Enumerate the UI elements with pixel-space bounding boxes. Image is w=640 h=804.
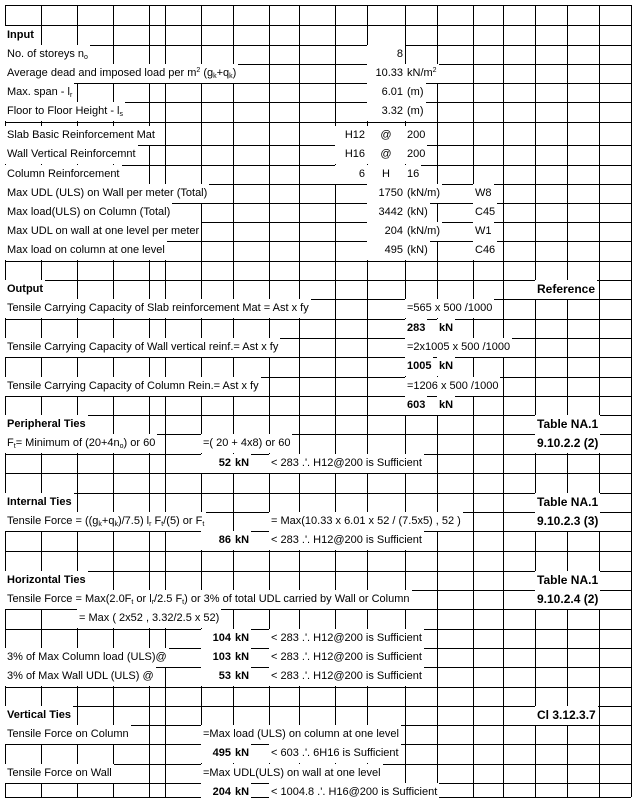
grid-column-line (473, 5, 474, 797)
vertical-wall-value: 204 (201, 783, 233, 802)
load-level-unit: (kN) (405, 241, 430, 260)
horizontal-ref-clause: 9.10.2.4 (2) (535, 590, 600, 609)
grid-row-line (5, 261, 631, 262)
vertical-ref: Cl 3.12.3.7 (535, 706, 598, 725)
wall-bar: H16 (335, 145, 367, 164)
grid-column-line (503, 5, 504, 797)
load-col-ref: C45 (473, 203, 497, 222)
storeys-label: No. of storeys $n_o$ (5, 45, 90, 64)
grid-row-line (5, 83, 631, 84)
wall-spacing: 200 (405, 145, 427, 164)
grid-row-line (5, 473, 631, 474)
horizontal-wall-label: 3% of Max Wall UDL (ULS) @ (5, 667, 156, 686)
load-value: 10.33 (367, 64, 405, 83)
horizontal-col-label: 3% of Max Column load (ULS)@ (5, 648, 169, 667)
vertical-col-value: 495 (201, 744, 233, 763)
horizontal-wall-check: < 283 .'. H12@200 is Sufficient (269, 667, 424, 686)
wall-reinf-label: Wall Vertical Reinforcemnt (5, 145, 138, 164)
slab-reinf-label: Slab Basic Reinforcement Mat (5, 126, 157, 145)
internal-force-label: Tensile Force = $((g_k+q_k)/7.5)$ $l_r$ $F_t/(5)$ or $F_t$ (5, 512, 206, 531)
grid-column-line (631, 5, 632, 797)
height-label: Floor to Floor Height - $l_s$ (5, 102, 125, 121)
col-size: 16 (405, 165, 421, 184)
grid-row-line (5, 319, 631, 320)
span-unit: (m) (405, 83, 426, 102)
grid-row-line (5, 687, 631, 688)
peripheral-value: 52 (201, 454, 233, 473)
grid-row-line (5, 551, 631, 552)
udl-level-value: 204 (367, 222, 405, 241)
horizontal-formula: = Max ( 2x52 , 3.32/2.5 x 52) (77, 609, 221, 628)
height-value: 3.32 (367, 102, 405, 121)
internal-formula: = Max(10.33 x 6.01 x 52 / (7.5x5) , 52 ) (269, 512, 463, 531)
horizontal-wall-unit: kN (233, 667, 251, 686)
col-count: 6 (335, 165, 367, 184)
horizontal-heading: Horizontal Ties (5, 571, 88, 590)
grid-row-line (5, 5, 631, 6)
grid-row-line (5, 122, 631, 123)
wall-capacity-value: 1005 (405, 357, 433, 376)
peripheral-ft-formula: =( 20 + 4x8) or 60 (201, 434, 292, 453)
grid-column-line (567, 5, 568, 797)
slab-capacity-label: Tensile Carrying Capacity of Slab reinforcement Mat = Ast x fy (5, 299, 311, 318)
span-label: Max. span - $l_r$ (5, 83, 74, 102)
horizontal-col-value: 103 (201, 648, 233, 667)
udl-level-unit: (kN/m) (405, 222, 442, 241)
calculation-sheet (5, 5, 631, 797)
vertical-wall-unit: kN (233, 783, 251, 802)
horizontal-col-unit: kN (233, 648, 251, 667)
load-level-value: 495 (367, 241, 405, 260)
vertical-col-check: < 603 .'. 6H16 is Sufficient (269, 744, 401, 763)
internal-value: 86 (201, 531, 233, 550)
slab-spacing: 200 (405, 126, 427, 145)
input-heading: Input (5, 26, 36, 45)
udl-wall-unit: (kN/m) (405, 184, 442, 203)
load-col-label: Max load(ULS) on Column (Total) (5, 203, 172, 222)
load-level-label: Max load on column at one level (5, 241, 167, 260)
peripheral-check: < 283 .'. H12@200 is Sufficient (269, 454, 424, 473)
udl-level-label: Max UDL on wall at one level per meter (5, 222, 201, 241)
load-label: Average dead and imposed load per $m^2$ $(g_k+q_k)$ (5, 64, 238, 83)
grid-column-line (599, 5, 600, 797)
slab-at: @ (367, 126, 405, 145)
grid-row-line (5, 357, 631, 358)
wall-capacity-formula: =2x1005 x 500 /1000 (405, 338, 512, 357)
horizontal-check: < 283 .'. H12@200 is Sufficient (269, 629, 424, 648)
vertical-heading: Vertical Ties (5, 706, 73, 725)
vertical-wall-check: < 1004.8 .'. H16@200 is Sufficient (269, 783, 439, 802)
udl-level-ref: W1 (473, 222, 494, 241)
output-heading: Output (5, 280, 45, 299)
load-col-value: 3442 (367, 203, 405, 222)
slab-capacity-value: 283 (405, 319, 427, 338)
wall-capacity-label: Tensile Carrying Capacity of Wall vertical reinf.= Ast x fy (5, 338, 280, 357)
col-h: H (367, 165, 405, 184)
col-capacity-unit: kN (437, 396, 455, 415)
height-unit: (m) (405, 102, 426, 121)
slab-capacity-unit: kN (437, 319, 455, 338)
reference-heading: Reference (535, 280, 597, 299)
udl-wall-label: Max UDL (ULS) on Wall per meter (Total) (5, 184, 209, 203)
grid-column-line (165, 5, 166, 797)
load-col-unit: (kN) (405, 203, 430, 222)
storeys-value: 8 (367, 45, 405, 64)
wall-at: @ (367, 145, 405, 164)
peripheral-ref-table: Table NA.1 (535, 415, 600, 434)
internal-ref-clause: 9.10.2.3 (3) (535, 512, 600, 531)
grid-row-line (5, 396, 631, 397)
load-level-ref: C46 (473, 241, 497, 260)
udl-wall-value: 1750 (367, 184, 405, 203)
peripheral-heading: Peripheral Ties (5, 415, 88, 434)
slab-capacity-formula: =565 x 500 /1000 (405, 299, 494, 318)
vertical-col-formula: =Max load (ULS) on column at one level (201, 725, 401, 744)
grid-row-line (5, 25, 631, 26)
col-capacity-label: Tensile Carrying Capacity of Column Rein.= Ast x fy (5, 377, 261, 396)
internal-ref-table: Table NA.1 (535, 493, 600, 512)
internal-unit: kN (233, 531, 251, 550)
grid-row-line (5, 45, 631, 46)
horizontal-ref-table: Table NA.1 (535, 571, 600, 590)
udl-wall-ref: W8 (473, 184, 494, 203)
peripheral-ref-clause: 9.10.2.2 (2) (535, 434, 600, 453)
horizontal-unit: kN (233, 629, 251, 648)
vertical-col-unit: kN (233, 744, 251, 763)
col-capacity-value: 603 (405, 396, 427, 415)
vertical-col-label: Tensile Force on Column (5, 725, 131, 744)
horizontal-force-label: Tensile Force = $Max(2.0F_t$ or $l_r/2.5$ $F_t$) or 3% of total UDL carried by Wall or Column (5, 590, 412, 609)
slab-bar: H12 (335, 126, 367, 145)
span-value: 6.01 (367, 83, 405, 102)
vertical-wall-label: Tensile Force on Wall (5, 764, 114, 783)
col-capacity-formula: =1206 x 500 /1000 (405, 377, 500, 396)
horizontal-wall-value: 53 (201, 667, 233, 686)
load-unit: $kN/m^2$ (405, 64, 439, 83)
horizontal-col-check: < 283 .'. H12@200 is Sufficient (269, 648, 424, 667)
internal-check: < 283 .'. H12@200 is Sufficient (269, 531, 424, 550)
peripheral-ft-label: $F_t=$ Minimum of $(20+4n_o)$ or 60 (5, 434, 157, 453)
col-reinf-label: Column Reinforcement (5, 165, 122, 184)
grid-column-line (535, 5, 536, 797)
internal-heading: Internal Ties (5, 493, 74, 512)
horizontal-value: 104 (201, 629, 233, 648)
vertical-wall-formula: =Max UDL(ULS) on wall at one level (201, 764, 383, 783)
peripheral-unit: kN (233, 454, 251, 473)
wall-capacity-unit: kN (437, 357, 455, 376)
